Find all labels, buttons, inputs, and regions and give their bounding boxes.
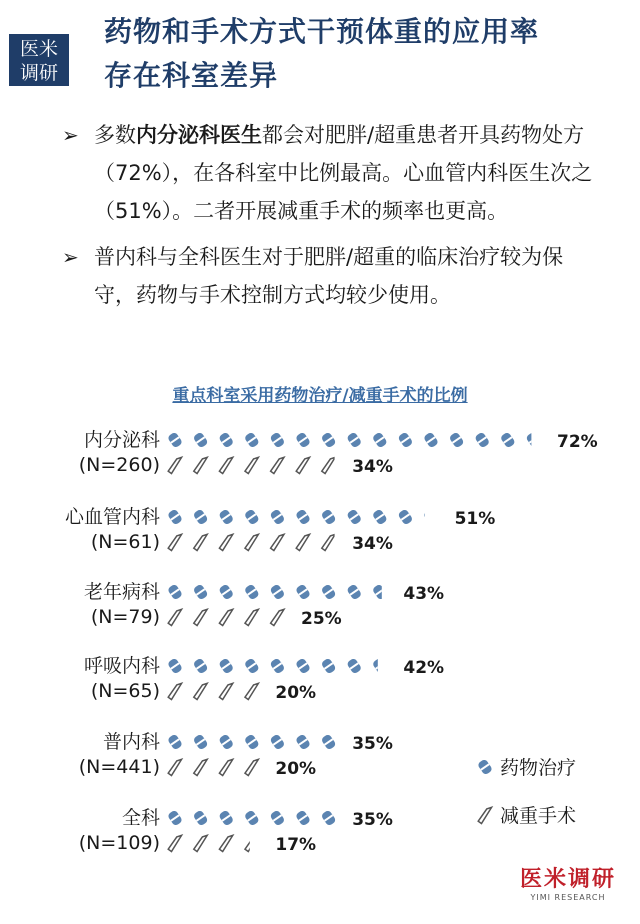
- scalpel-icon-row: [168, 682, 259, 700]
- chart-title: 重点科室采用药物治疗/减重手术的比例: [172, 386, 468, 406]
- title-line-1: 药物和手术方式干预体重的应用率: [104, 15, 540, 48]
- category-label: 全科: [121, 807, 160, 829]
- legend-label: 减重手术: [500, 805, 577, 827]
- sample-size-label: (N=260): [78, 454, 160, 476]
- value-label: 43%: [403, 584, 445, 604]
- scalpel-icon-row: [168, 608, 285, 626]
- sample-size-label: (N=65): [90, 680, 160, 702]
- scalpel-icon-row: [168, 456, 336, 474]
- value-label: 42%: [403, 658, 445, 678]
- value-label: 72%: [557, 432, 598, 452]
- pill-icon-row: [167, 583, 388, 600]
- category-label: 心血管内科: [64, 506, 160, 528]
- sample-size-label: (N=79): [90, 606, 160, 628]
- category-label: 老年病科: [83, 581, 160, 603]
- pill-icon-row: [167, 809, 337, 826]
- title-line-2: 存在科室差异: [104, 59, 279, 92]
- badge-line-1: 医米: [19, 38, 58, 60]
- logo-main-text: 医米调研: [519, 866, 616, 892]
- scalpel-icon-row: [168, 533, 336, 551]
- bullet-arrow-icon: ➢: [62, 123, 79, 147]
- legend-label: 药物治疗: [500, 757, 577, 779]
- badge-line-2: 调研: [19, 62, 58, 84]
- value-label: 20%: [275, 759, 317, 779]
- legend-scalpel-icon: [478, 806, 492, 824]
- value-label: 34%: [352, 457, 393, 477]
- category-label: 呼吸内科: [83, 655, 160, 677]
- value-label: 25%: [301, 609, 342, 629]
- pill-icon-row: [167, 431, 542, 448]
- bullet-text-1: 多数内分泌科医生都会对肥胖/超重患者开具药物处方（72%），在各科室中比例最高。心血管内科医生次之（51%）。二者开展减重手术的频率也更高。: [94, 123, 593, 223]
- scalpel-icon-row: [168, 834, 259, 852]
- bullet-arrow-icon: ➢: [62, 245, 79, 269]
- logo: [513, 862, 623, 902]
- value-label: 17%: [275, 835, 317, 855]
- pill-icon-row: [167, 733, 337, 750]
- category-label: 内分泌科: [83, 429, 160, 451]
- pill-icon-row: [167, 508, 439, 525]
- value-label: 51%: [454, 509, 496, 529]
- sample-size-label: (N=109): [78, 832, 160, 854]
- legend-pill-icon: [477, 758, 493, 775]
- value-label: 34%: [352, 534, 393, 554]
- sample-size-label: (N=61): [90, 531, 160, 553]
- logo-sub-text: YIMI RESEARCH: [530, 893, 606, 902]
- category-label: 普内科: [102, 731, 160, 753]
- value-label: 20%: [275, 683, 317, 703]
- value-label: 35%: [352, 734, 393, 754]
- value-label: 35%: [352, 810, 393, 830]
- sample-size-label: (N=441): [78, 756, 160, 778]
- pill-icon-row: [167, 657, 388, 674]
- scalpel-icon-row: [168, 758, 259, 776]
- bullet-text-2: 普内科与全科医生对于肥胖/超重的临床治疗较为保守，药物与手术控制方式均较少使用。: [94, 245, 564, 307]
